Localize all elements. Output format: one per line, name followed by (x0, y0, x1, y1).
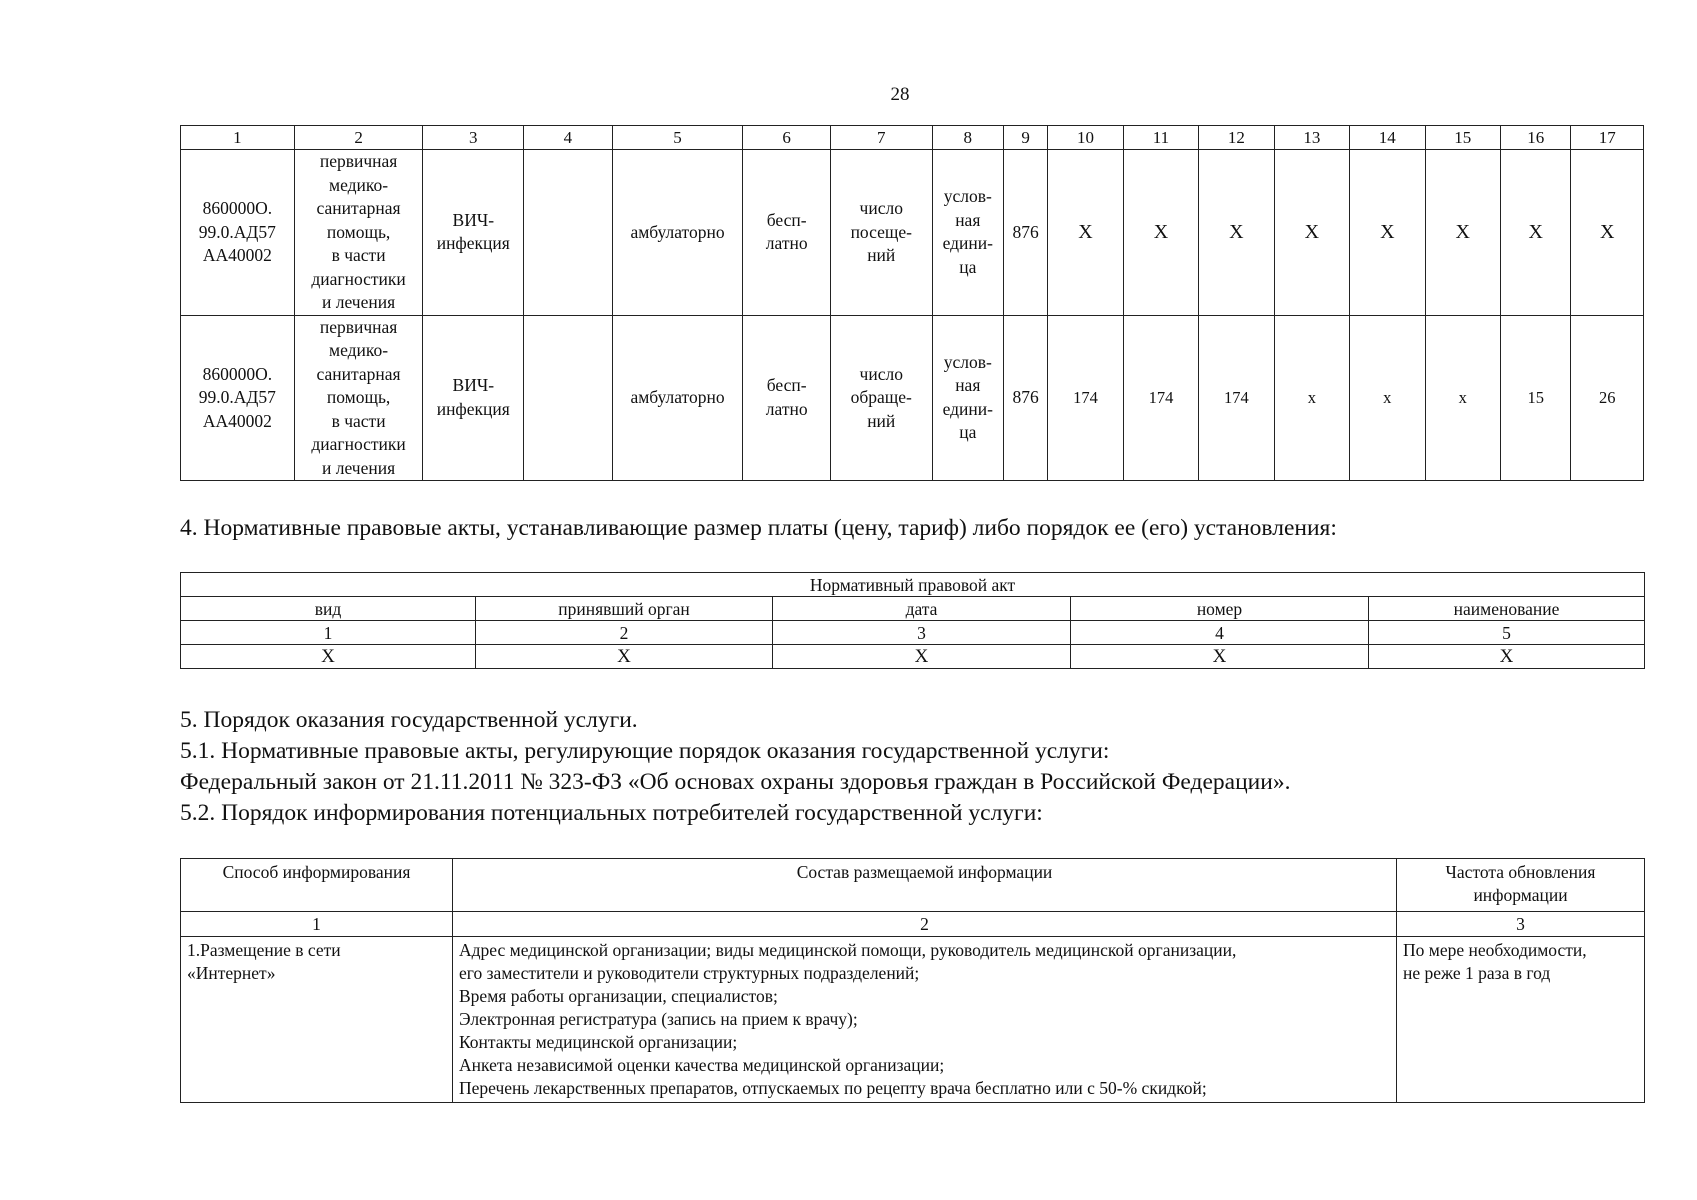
col-number: 3 (1397, 912, 1645, 937)
col-number: 17 (1571, 126, 1644, 150)
col-number: 3 (423, 126, 524, 150)
value-cell: X (1123, 150, 1198, 316)
section-5-heading: 5. Порядок оказания государственной услуги. (180, 707, 638, 733)
value-cell: х (1425, 315, 1500, 481)
col-number: 2 (453, 912, 1397, 937)
column-number-row (181, 621, 1645, 645)
value-cell: Х (773, 645, 1071, 669)
condition-cell: ВИЧ- инфекция (423, 315, 524, 481)
service-code-cell: 860000О. 99.0.АД57 АА40002 (181, 150, 295, 316)
value-cell: 15 (1500, 315, 1570, 481)
empty-cell (524, 150, 613, 316)
value-cell: X (1500, 150, 1570, 316)
indicator-cell: число обраще- ний (830, 315, 932, 481)
col-number: 1 (181, 621, 476, 645)
value-cell: X (1048, 150, 1123, 316)
col-number: 13 (1274, 126, 1349, 150)
value-cell: Х (1071, 645, 1369, 669)
unit-cell: услов- ная едини- ца (932, 315, 1003, 481)
frequency-cell: По мере необходимости, не реже 1 раза в год (1397, 937, 1645, 1103)
column-header: принявший орган (476, 597, 773, 621)
col-number: 2 (476, 621, 773, 645)
col-number: 11 (1123, 126, 1198, 150)
column-header: Частота обновления информации (1397, 859, 1645, 912)
value-cell: X (1425, 150, 1500, 316)
column-header-row (181, 859, 1645, 912)
column-header-row (181, 597, 1645, 621)
value-cell: X (1274, 150, 1349, 316)
col-number: 1 (181, 126, 295, 150)
column-header: наименование (1369, 597, 1645, 621)
value-cell: X (1199, 150, 1274, 316)
column-header: номер (1071, 597, 1369, 621)
table-title-row (181, 573, 1645, 597)
value-cell: Х (181, 645, 476, 669)
form-cell: амбулаторно (612, 150, 743, 316)
payment-cell: бесп- латно (743, 315, 831, 481)
condition-cell: ВИЧ- инфекция (423, 150, 524, 316)
okei-cell: 876 (1004, 150, 1048, 316)
table-row (181, 645, 1645, 669)
method-cell: 1.Размещение в сети «Интернет» (181, 937, 453, 1103)
section-5-1-heading: 5.1. Нормативные правовые акты, регулирующие порядок оказания государственной услуги: (180, 738, 1110, 764)
value-cell: Х (1369, 645, 1645, 669)
value-cell: Х (476, 645, 773, 669)
section-5-2-heading: 5.2. Порядок информирования потенциальных потребителей государственной услуги: (180, 800, 1043, 826)
value-cell: х (1350, 315, 1425, 481)
col-number: 15 (1425, 126, 1500, 150)
payment-cell: бесп- латно (743, 150, 831, 316)
col-number: 4 (524, 126, 613, 150)
col-number: 7 (830, 126, 932, 150)
column-header: дата (773, 597, 1071, 621)
table-row (181, 150, 1644, 316)
col-number: 4 (1071, 621, 1369, 645)
okei-cell: 876 (1004, 315, 1048, 481)
col-number: 10 (1048, 126, 1123, 150)
value-cell: 26 (1571, 315, 1644, 481)
column-number-row (181, 912, 1645, 937)
col-number: 5 (1369, 621, 1645, 645)
col-number: 16 (1500, 126, 1570, 150)
col-number: 6 (743, 126, 831, 150)
indicator-cell: число посеще- ний (830, 150, 932, 316)
value-cell: 174 (1123, 315, 1198, 481)
col-number: 2 (294, 126, 423, 150)
section-4-heading: 4. Нормативные правовые акты, устанавливающие размер платы (цену, тариф) либо порядок ее (его) установления: (180, 515, 1337, 541)
empty-cell (524, 315, 613, 481)
table-row (181, 937, 1645, 1103)
value-cell: х (1274, 315, 1349, 481)
service-content-cell: первичная медико- санитарная помощь, в части диагностики и лечения (294, 315, 423, 481)
page-number: 28 (890, 84, 910, 105)
value-cell: X (1571, 150, 1644, 316)
form-cell: амбулаторно (612, 315, 743, 481)
unit-cell: услов- ная едини- ца (932, 150, 1003, 316)
col-number: 14 (1350, 126, 1425, 150)
column-number-row (181, 126, 1644, 150)
service-code-cell: 860000О. 99.0.АД57 АА40002 (181, 315, 295, 481)
legal-acts-table (180, 572, 1645, 669)
informing-table (180, 858, 1645, 1103)
table-title: Нормативный правовой акт (181, 573, 1645, 597)
col-number: 3 (773, 621, 1071, 645)
federal-law-text: Федеральный закон от 21.11.2011 № 323-ФЗ «Об основах охраны здоровья граждан в Российской Федерации». (180, 769, 1291, 795)
col-number: 5 (612, 126, 743, 150)
content-cell: Адрес медицинской организации; виды медицинской помощи, руководитель медицинской организации, его заместители и руководители структурных подразделений; Время работы организации, специалистов; Электронная регистратура (запись на прием к врачу); Контакты медицинской организации; Анкета независимой оценки качества медицинской организации; Перечень лекарственных препаратов, отпускаемых по рецепту врача бесплатно или с 50-% скидкой; (453, 937, 1397, 1103)
column-header: Состав размещаемой информации (453, 859, 1397, 912)
service-volume-table (180, 125, 1644, 481)
col-number: 1 (181, 912, 453, 937)
value-cell: X (1350, 150, 1425, 316)
value-cell: 174 (1048, 315, 1123, 481)
col-number: 8 (932, 126, 1003, 150)
column-header: вид (181, 597, 476, 621)
col-number: 12 (1199, 126, 1274, 150)
table-row (181, 315, 1644, 481)
column-header: Способ информирования (181, 859, 453, 912)
col-number: 9 (1004, 126, 1048, 150)
value-cell: 174 (1199, 315, 1274, 481)
service-content-cell: первичная медико- санитарная помощь, в части диагностики и лечения (294, 150, 423, 316)
